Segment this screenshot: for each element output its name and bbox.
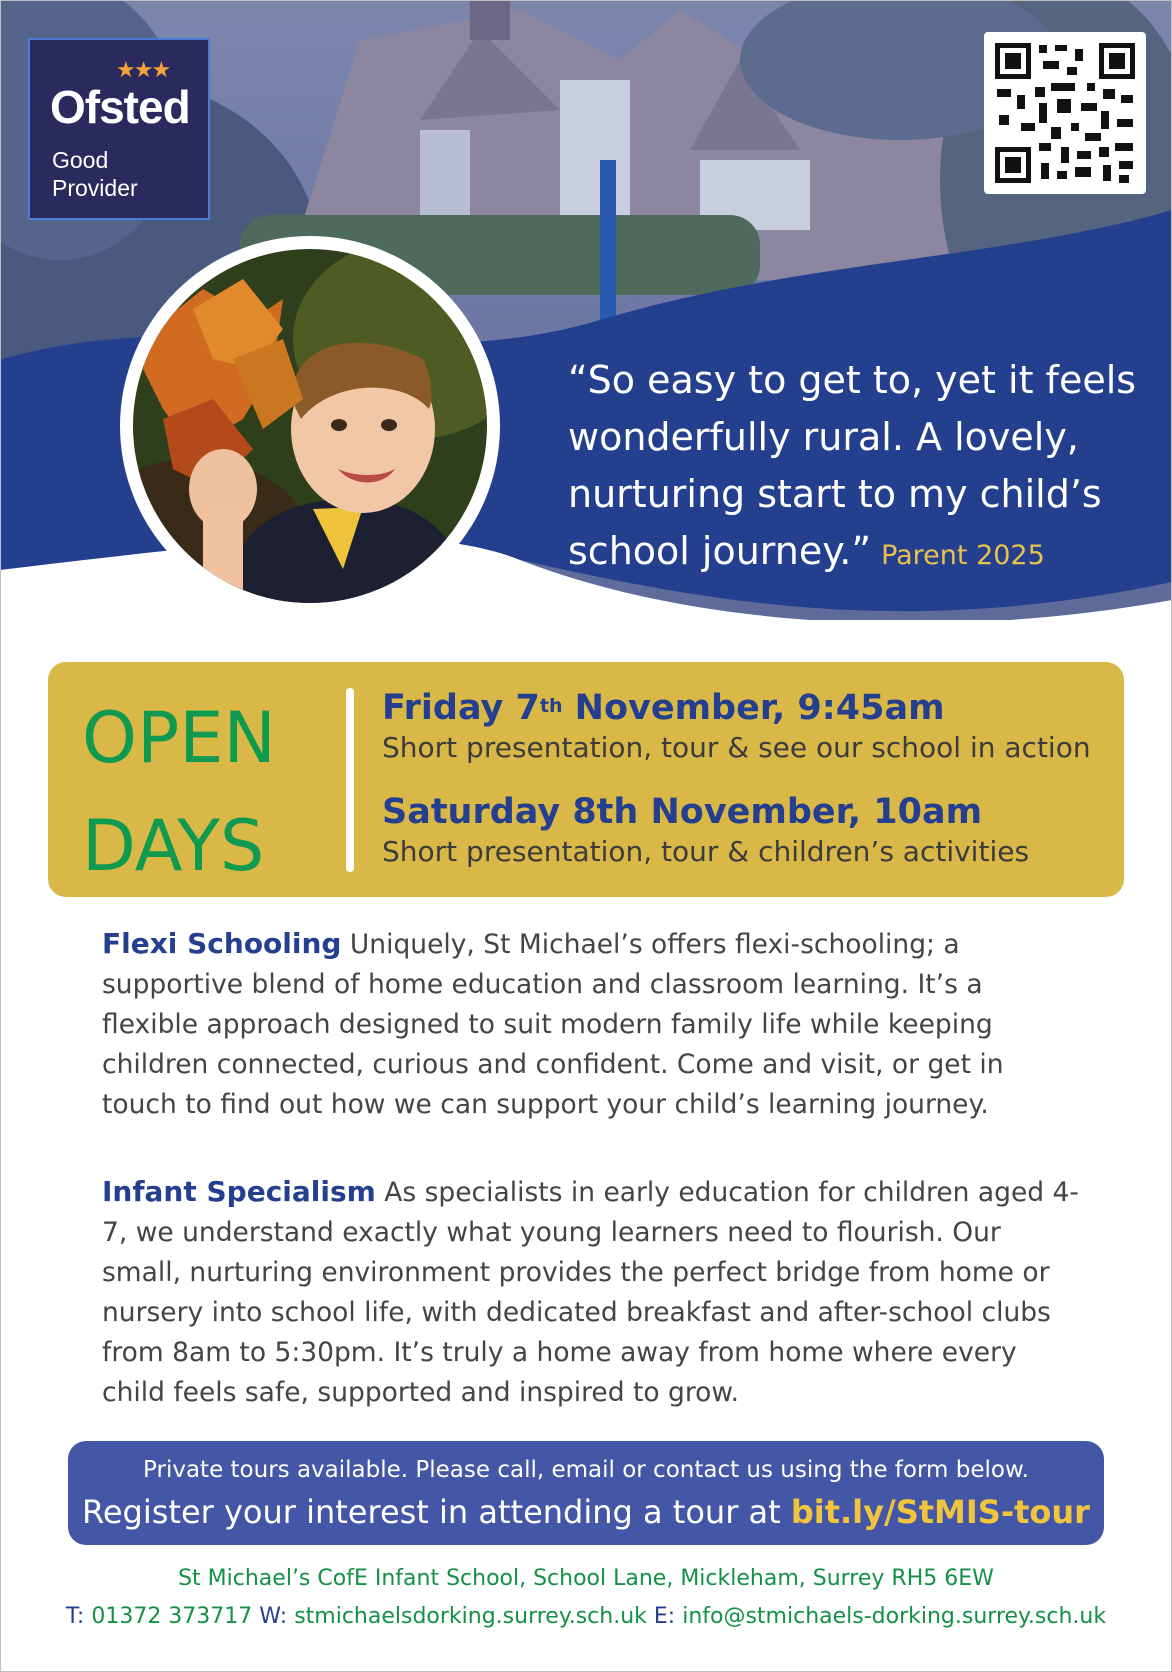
ofsted-badge	[28, 38, 210, 220]
tour-register: Register your interest in attending a tour at bit.ly/StMIS-tour	[82, 1493, 1090, 1531]
ofsted-logo-text: Ofsted	[50, 81, 190, 133]
hero-banner	[0, 0, 1172, 620]
stars-icon: ★★★	[116, 58, 170, 83]
contact-footer	[0, 1560, 1172, 1636]
ofsted-rating: Good Provider	[52, 147, 138, 201]
email-link[interactable]: info@stmichaels-dorking.surrey.sch.uk	[682, 1604, 1107, 1629]
section-heading: Infant Specialism	[102, 1175, 376, 1208]
phone-number[interactable]: 01372 373717	[91, 1604, 253, 1629]
open-day-event-saturday	[382, 790, 1029, 870]
qr-code[interactable]	[984, 32, 1146, 194]
infant-specialism-section	[102, 1172, 1082, 1413]
parent-quote	[568, 352, 1168, 584]
tour-info: Private tours available. Please call, email or contact us using the form below.	[143, 1457, 1029, 1483]
child-with-leaves-photo	[120, 236, 500, 616]
section-body: As specialists in early education for children aged 4-7, we understand exactly what young learners need to flourish. Our small, nurturing environment provides the perfect bridge from home or nursery into school life, with dedicated breakfast and after-school clubs from 8am to 5:30pm. It’s truly a home away from home where every child feels safe, supported and inspired to grow.	[102, 1177, 1079, 1408]
quote-source: Parent 2025	[881, 540, 1045, 571]
section-body: Uniquely, St Michael’s offers flexi-schooling; a supportive blend of home education and classroom learning. It’s a flexible approach designed to suit modern family life while keeping children connected, curious and confident. Come and visit, or get in touch to find out how we can support your child’s learning journey.	[102, 929, 1004, 1120]
qr-code-icon	[991, 39, 1139, 187]
quote-text: “So easy to get to, yet it feels wonderfully rural. A lovely, nurturing start to my child’s school journey.”	[568, 358, 1137, 573]
open-day-event-friday	[382, 686, 1091, 766]
open-days-panel	[48, 662, 1124, 897]
open-days-title: OPEN DAYS	[82, 697, 276, 887]
section-heading: Flexi Schooling	[102, 927, 342, 960]
open-days-divider	[346, 688, 354, 872]
child-photo-image	[133, 249, 487, 603]
website-link[interactable]: stmichaelsdorking.surrey.sch.uk	[294, 1604, 647, 1629]
contact-line: T: 01372 373717 W: stmichaelsdorking.surrey.sch.uk E: info@stmichaels-dorking.surrey.sch.uk	[65, 1604, 1107, 1629]
school-address: St Michael’s CofE Infant School, School Lane, Mickleham, Surrey RH5 6EW	[178, 1566, 994, 1591]
event-description: Short presentation, tour & children’s activities	[382, 835, 1030, 868]
event-description: Short presentation, tour & see our school in action	[382, 731, 1091, 764]
flexi-schooling-section	[102, 924, 1082, 1125]
event-date: Saturday 8th November, 10am	[382, 792, 983, 832]
tour-link[interactable]: bit.ly/StMIS-tour	[790, 1493, 1090, 1531]
event-date: Friday 7th November, 9:45am	[382, 688, 945, 728]
tour-banner	[68, 1441, 1104, 1545]
